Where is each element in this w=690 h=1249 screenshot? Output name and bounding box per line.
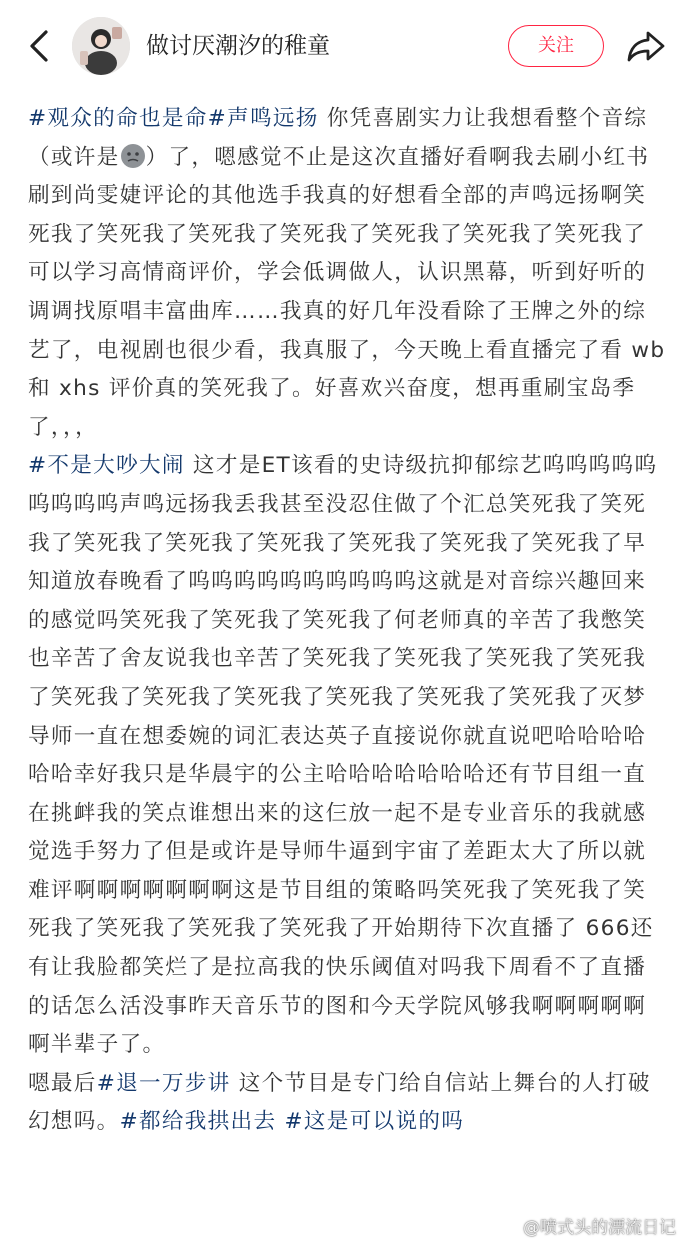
- post-text: 你凭喜剧实力让我想看整个音综（或许是: [28, 106, 648, 170]
- avatar[interactable]: [72, 17, 130, 75]
- follow-button[interactable]: 关注: [508, 25, 604, 67]
- post-text: ）了，嗯感觉不止是这次直播好看啊我去刷小红书刷到尚雯婕评论的其他选手我真的好想看全部的声鸣远扬啊笑死我了笑死我了笑死我了笑死我了笑死我了笑死我了笑死我了可以学习高情商评价，学会低调做人，认识黑幕，听到好听的调调找原唱丰富曲库……我真的好几年没看除了王牌之外的综艺了，电视剧也很少看，我真服了，今天晚上看直播完了看 wb 和 xhs 评价真的笑死我了。好喜欢兴奋度，想再重刷宝岛季了，，，: [28, 144, 666, 440]
- post-text: 嗯最后: [28, 1070, 97, 1096]
- watermark: [497, 1217, 676, 1239]
- user-name[interactable]: 做讨厌潮汐的稚童: [146, 33, 330, 59]
- hashtag-link[interactable]: #这是可以说的吗: [284, 1109, 465, 1135]
- chevron-left-icon[interactable]: [20, 26, 60, 66]
- hashtag-link[interactable]: #不是大吵大闹: [28, 453, 185, 479]
- top-bar: [0, 0, 690, 92]
- post-text: 这个节目是专门给自信站上舞台的人打破幻想吗。: [28, 1070, 651, 1135]
- post-paragraph-3: [28, 1065, 668, 1142]
- post-paragraph-2: [28, 447, 668, 1065]
- hashtag-link[interactable]: #退一万步讲: [96, 1070, 231, 1096]
- share-arrow-icon[interactable]: [624, 26, 668, 66]
- hashtag-link[interactable]: #都给我拱出去: [119, 1109, 277, 1135]
- weibo-logo-icon: [497, 1219, 519, 1237]
- post-text: 这才是ET该看的史诗级抗抑郁综艺呜呜呜呜呜呜呜呜呜声鸣远扬我丢我甚至没忍住做了个汇总笑死我了笑死我了笑死我了笑死我了笑死我了笑死我了笑死我了笑死我了早知道放春晚看了呜呜呜呜呜呜呜呜呜呜这就是对音综兴趣回来的感觉吗笑死我了笑死我了笑死我了何老师真的辛苦了我憋笑也辛苦了舍友说我也辛苦了笑死我了笑死我了笑死我了笑死我了笑死我了笑死我了笑死我了笑死我了笑死我了笑死我了灭梦导师一直在想委婉的词汇表达英子直接说你就直说吧哈哈哈哈哈哈幸好我只是华晨宇的公主哈哈哈哈哈哈哈还有节目组一直在挑衅我的笑点谁想出来的这仨放一起不是专业音乐的我就感觉选手努力了但是或许是导师牛逼到宇宙了差距太大了所以就难评啊啊啊啊啊啊啊这是节目组的策略吗笑死我了笑死我了笑死我了笑死我了笑死我了笑死我了开始期待下次直播了 666还有让我脸都笑烂了是拉高我的快乐阈值对吗我下周看不了直播的话怎么活没事昨天音乐节的图和今天学院风够我啊啊啊啊啊啊半辈子了。: [28, 453, 658, 1058]
- post-body: [28, 100, 668, 1142]
- gray-face-emoji: [120, 143, 146, 169]
- watermark-text: @喷式头的漂流日记: [523, 1218, 676, 1238]
- hashtag-link[interactable]: #声鸣远扬: [207, 106, 319, 131]
- post-paragraph-1: [28, 100, 668, 447]
- hashtag-link[interactable]: #观众的命也是命: [28, 106, 208, 131]
